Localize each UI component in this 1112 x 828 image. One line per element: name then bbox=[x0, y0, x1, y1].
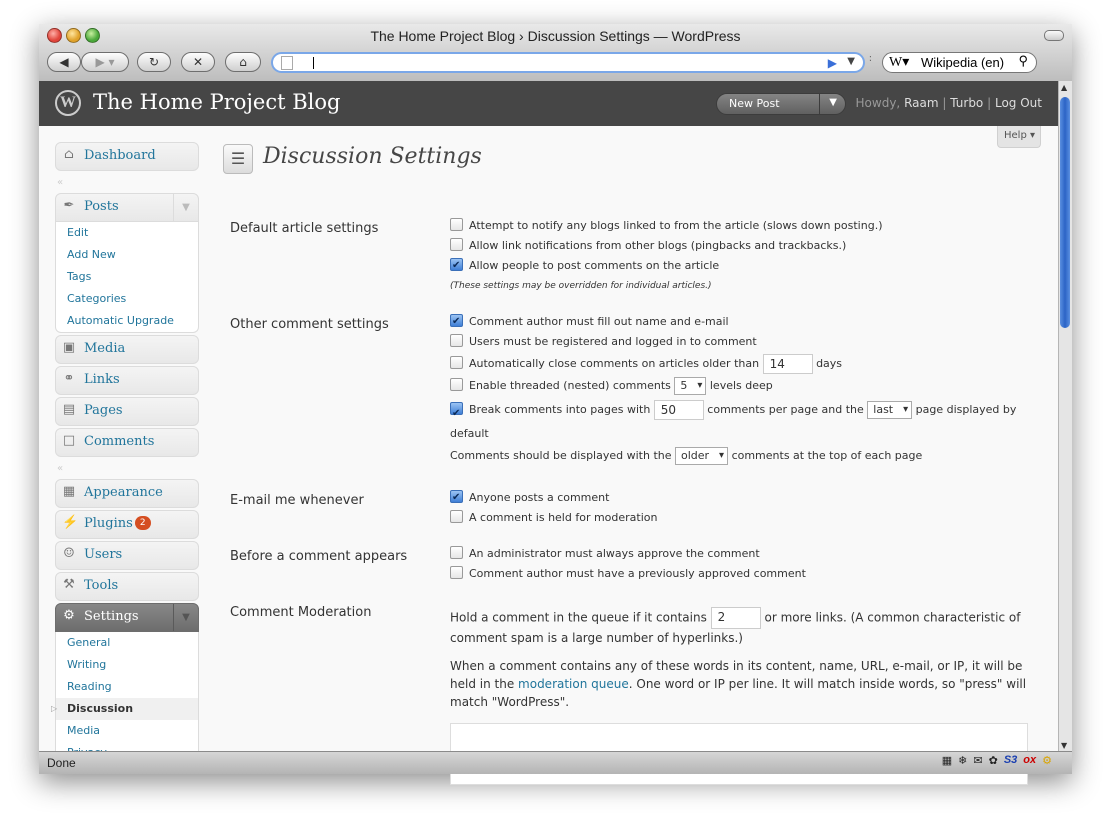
wikipedia-icon[interactable]: W▾ bbox=[889, 55, 910, 70]
posts-submenu bbox=[55, 222, 199, 333]
scrollbar-thumb[interactable] bbox=[1060, 97, 1070, 328]
settings-submenu bbox=[55, 632, 199, 765]
sidebar-item-dashboard[interactable]: ⌂ Dashboard bbox=[55, 142, 199, 171]
search-bar[interactable] bbox=[882, 52, 1037, 73]
stop-icon: ✕ bbox=[192, 55, 204, 69]
collapse-arrows-icon[interactable]: « bbox=[57, 177, 64, 188]
satellite-icon[interactable]: ✿ bbox=[988, 755, 998, 767]
plug-icon: ⚡ bbox=[62, 515, 79, 530]
email-on-comment-checkbox[interactable] bbox=[450, 490, 463, 503]
mail-icon[interactable]: ✉ bbox=[973, 755, 983, 767]
sidebar-item-pages[interactable]: ▤ Pages bbox=[55, 397, 199, 426]
back-arrow-icon: ◀ bbox=[59, 55, 69, 69]
search-icon[interactable]: ⚲ bbox=[1018, 53, 1028, 68]
home-icon: ⌂ bbox=[239, 55, 247, 69]
section-label: Comment Moderation bbox=[230, 605, 372, 620]
tools-icon: ⚒ bbox=[63, 577, 75, 592]
settings-icon: ⚙ bbox=[63, 608, 75, 623]
url-bar[interactable] bbox=[271, 52, 865, 73]
sidebar-item-links[interactable]: ⚭ Links bbox=[55, 366, 199, 395]
stop-button[interactable] bbox=[181, 52, 215, 72]
auto-close-checkbox[interactable] bbox=[450, 356, 463, 369]
s3-icon[interactable]: S3 bbox=[1003, 754, 1018, 766]
link-icon: ⚭ bbox=[63, 371, 75, 386]
turbo-link[interactable]: Turbo bbox=[950, 96, 984, 110]
submenu-automatic-upgrade[interactable]: Automatic Upgrade bbox=[67, 314, 174, 327]
submenu-tags[interactable]: Tags bbox=[67, 270, 92, 283]
page-icon bbox=[281, 56, 293, 70]
grid-icon[interactable]: ▦ bbox=[941, 755, 953, 767]
status-bar bbox=[39, 751, 1072, 774]
admin-content: ⌂ Dashboard « ✒ Posts ▼ Edit Add New Tags Categories Automatic Upgrade ▣ Media ⚭ Links ▤ Pages □ Comments « ▦ Appearance ⚡ Plugins 2 ☺ Users ⚒ Tools ⚙ Settings ▼ General Writing Reading ▷ Discussion Media Help ▾ ☰ Discussion Settings Default article settings Attempt to notify any blogs linked to from the article (slows down posting.) Allow link notifications from other blogs (pingbacks and trackbacks.) ✔Allow people to post comments on the article (These settings may be overridden for individual articles.) Other comment settings ✔ Comment author must fill out name and e-mail Users must be registered and logged in to comment Automatically close comments on articles older than 14 days Enable threaded (nested) comments 5 ▾ levels deep ✔Break comments into pages with 50 comments per page and the last ▾ page displayed by default Comments should be displayed with the older ▾ comments at the top of each page E-mail me whenever ✔ Anyone posts a comment A comment is held for moderation Before a comment appears An administrator must always approve the comment Comment author must have a previously approved comment Comment Moderation Hold a comment in the queue if it contains 2 or more links. (A common characteristic of comment spam is a large number of hyperlinks.) When a comment contains any of these words in its content, name, URL, e-mail, or IP, it will be held in the moderation queue. One word or IP per line. It will match inside words, so "press" will match "WordPress". bbox=[39, 126, 1059, 752]
ox-icon[interactable]: ox bbox=[1023, 754, 1037, 766]
howdy-text: Howdy, bbox=[855, 96, 901, 110]
browser-titlebar bbox=[39, 24, 1072, 82]
default-page-select[interactable]: last ▾ bbox=[867, 401, 912, 419]
sidebar-item-plugins[interactable]: ⚡ Plugins 2 bbox=[55, 510, 199, 539]
media-icon: ▣ bbox=[62, 340, 76, 355]
help-button[interactable]: Help ▾ bbox=[997, 126, 1041, 148]
new-post-button[interactable] bbox=[716, 93, 846, 115]
link-count-input[interactable]: 2 bbox=[711, 607, 761, 629]
sidebar-item-media[interactable]: ▣ Media bbox=[55, 335, 199, 364]
notify-blogs-checkbox[interactable] bbox=[450, 218, 463, 231]
sidebar-item-posts[interactable]: ✒ Posts ▼ bbox=[55, 193, 199, 222]
sidebar-item-tools[interactable]: ⚒ Tools bbox=[55, 572, 199, 601]
section-label: Before a comment appears bbox=[230, 549, 408, 564]
submenu-discussion[interactable]: ▷ Discussion bbox=[56, 698, 198, 720]
paginate-comments-checkbox[interactable] bbox=[450, 402, 463, 415]
resize-dots-icon: ∶ bbox=[869, 54, 872, 65]
blog-name[interactable]: The Home Project Blog bbox=[93, 90, 341, 114]
sidebar-item-appearance[interactable]: ▦ Appearance bbox=[55, 479, 199, 508]
reload-button[interactable] bbox=[137, 52, 171, 72]
pin-icon: ✒ bbox=[63, 198, 75, 213]
search-engine-label: Wikipedia (en) bbox=[921, 55, 1005, 70]
logout-link[interactable]: Log Out bbox=[994, 96, 1042, 110]
user-info: Howdy, Raam | Turbo | Log Out bbox=[855, 96, 1042, 110]
moderation-queue-link[interactable]: moderation queue bbox=[518, 677, 629, 691]
submenu-writing[interactable]: Writing bbox=[67, 658, 107, 671]
home-button[interactable] bbox=[225, 52, 261, 72]
override-note: (These settings may be overridden for individual articles.) bbox=[450, 281, 712, 291]
sidebar-item-settings[interactable]: ⚙ Settings ▼ bbox=[55, 603, 199, 632]
window-title: The Home Project Blog › Discussion Settings — WordPress bbox=[370, 28, 741, 44]
require-registration-checkbox[interactable] bbox=[450, 334, 463, 347]
section-label: E-mail me whenever bbox=[230, 493, 364, 508]
snowflake-icon[interactable]: ❄ bbox=[958, 755, 968, 767]
chevron-down-icon[interactable]: ▼ bbox=[173, 194, 198, 221]
reload-icon: ↻ bbox=[148, 55, 160, 69]
section-label: Other comment settings bbox=[230, 317, 389, 332]
thread-depth-select[interactable]: 5 ▾ bbox=[674, 377, 706, 395]
vertical-scrollbar[interactable] bbox=[1058, 81, 1072, 752]
admin-sidebar bbox=[55, 142, 199, 767]
users-icon: ☺ bbox=[63, 546, 75, 561]
allow-comments-checkbox[interactable] bbox=[450, 258, 463, 271]
threaded-comments-checkbox[interactable] bbox=[450, 378, 463, 391]
plugin-status-icon[interactable]: ⚙ bbox=[1042, 755, 1052, 767]
forward-button[interactable] bbox=[81, 52, 129, 72]
settings-sliders-icon: ☰ bbox=[223, 144, 253, 174]
chevron-down-icon[interactable]: ▼ bbox=[829, 97, 837, 108]
plugin-update-badge: 2 bbox=[135, 516, 151, 530]
sidebar-item-comments[interactable]: □ Comments bbox=[55, 428, 199, 457]
sidebar-item-users[interactable]: ☺ Users bbox=[55, 541, 199, 570]
user-link[interactable]: Raam bbox=[904, 96, 939, 110]
text-caret bbox=[313, 57, 314, 69]
status-text: Done bbox=[47, 756, 76, 770]
dashboard-icon: ⌂ bbox=[64, 147, 74, 162]
submenu-reading[interactable]: Reading bbox=[67, 680, 112, 693]
chevron-down-icon[interactable]: ▼ bbox=[847, 56, 855, 67]
submenu-edit[interactable]: Edit bbox=[67, 226, 89, 239]
scroll-down-icon[interactable]: ▼ bbox=[1061, 741, 1068, 750]
browser-window bbox=[39, 24, 1072, 774]
submenu-general[interactable]: General bbox=[67, 636, 111, 649]
page-title: Discussion Settings bbox=[263, 144, 482, 169]
appearance-icon: ▦ bbox=[62, 484, 76, 499]
forward-arrow-icon: ▶ ▾ bbox=[95, 55, 115, 69]
comments-per-page-input[interactable]: 50 bbox=[654, 400, 704, 420]
submenu-add-new[interactable]: Add New bbox=[67, 248, 116, 261]
back-button[interactable] bbox=[47, 52, 81, 72]
require-name-email-checkbox[interactable] bbox=[450, 314, 463, 327]
submenu-categories[interactable]: Categories bbox=[67, 292, 127, 305]
wordpress-logo-icon: W bbox=[55, 90, 81, 116]
scroll-up-icon[interactable]: ▲ bbox=[1061, 83, 1068, 92]
addon-icons bbox=[942, 754, 1052, 767]
admin-approve-checkbox[interactable] bbox=[450, 546, 463, 559]
prior-approval-checkbox[interactable] bbox=[450, 566, 463, 579]
go-arrow-icon[interactable]: ▶ bbox=[827, 56, 837, 70]
pingbacks-checkbox[interactable] bbox=[450, 238, 463, 251]
toolbar-toggle-button[interactable] bbox=[1044, 30, 1064, 41]
comment-bubble-icon: □ bbox=[62, 433, 76, 448]
close-days-input[interactable]: 14 bbox=[763, 354, 813, 374]
submenu-media[interactable]: Media bbox=[67, 724, 101, 737]
wp-admin-header bbox=[39, 81, 1059, 126]
chevron-down-icon[interactable]: ▼ bbox=[173, 604, 198, 631]
email-on-moderation-checkbox[interactable] bbox=[450, 510, 463, 523]
collapse-arrows-icon[interactable]: « bbox=[57, 463, 64, 474]
section-label: Default article settings bbox=[230, 221, 379, 236]
new-post-label: New Post bbox=[729, 97, 780, 110]
comment-order-select[interactable]: older ▾ bbox=[675, 447, 728, 465]
pages-icon: ▤ bbox=[62, 402, 76, 417]
